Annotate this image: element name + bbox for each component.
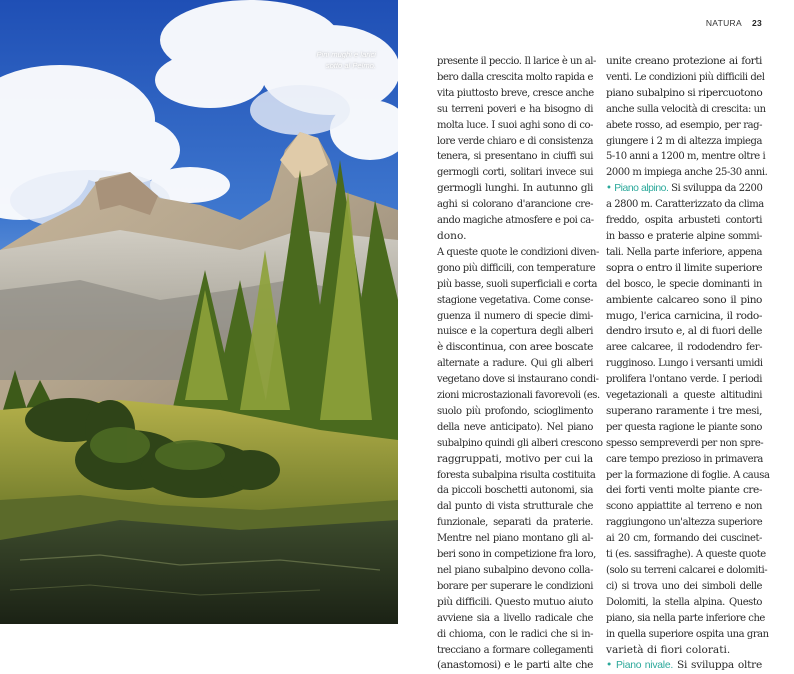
body-line: germogli lunghi. In autunno gli xyxy=(437,182,593,195)
text-column-left xyxy=(437,54,603,674)
body-line: venti. Le condizioni più difficili del xyxy=(606,71,765,83)
body-line: sopra o entro il limite superiore xyxy=(606,261,763,274)
body-line: scono appiattite al terreno e non xyxy=(606,501,762,513)
body-line: Dolomiti, la stella alpina. Questo xyxy=(606,596,762,608)
body-line: presente il peccio. Il larice è un al- xyxy=(437,56,596,67)
body-line: più basse, suoli superficiali e corta xyxy=(437,278,598,290)
body-line: Mentre nel piano montano gli al- xyxy=(437,533,593,545)
body-line: raggiungono un'altezza superiore xyxy=(606,517,763,529)
body-line: bero dalla crescita molto rapida e xyxy=(437,71,594,83)
body-line: nel piano subalpino devono colla- xyxy=(437,565,593,576)
body-line: piano subalpino si ripercuotono xyxy=(606,86,763,99)
body-line: superano raramente i tre mesi, xyxy=(606,404,762,417)
body-line: spesso sempreverdi per non spre- xyxy=(606,437,764,449)
body-line: su terreni poveri e ha bisogno di xyxy=(437,103,593,115)
body-line: ti (es. sassifraghe). A queste quote xyxy=(606,549,766,561)
body-line: più difficili. Questo mutuo aiuto xyxy=(437,595,593,608)
body-line: tenera, si presentano in ciuffi sui xyxy=(437,151,593,163)
mountain-photo xyxy=(0,0,398,624)
term-piano-nivale: Piano nivale. xyxy=(615,660,674,672)
body-line: lore verde chiaro e di consistenza xyxy=(437,135,593,147)
bullet-icon: • xyxy=(606,183,612,195)
body-line: (solo su terreni calcarei e dolomiti- xyxy=(606,565,768,576)
body-line: giungere i 2 m di altezza impiega xyxy=(606,135,762,147)
body-line: raggruppati, motivo per cui la xyxy=(437,452,593,465)
body-line: 2000 m impiega anche 25-30 anni. xyxy=(606,167,768,179)
body-line: della neve anticipato). Nel piano xyxy=(437,421,593,433)
body-line: a 2800 m. Caratterizzato da clima xyxy=(606,199,764,211)
body-line: da piccoli boschetti autonomi, sia xyxy=(437,485,593,497)
body-line: vegetano dove si instaurano condi- xyxy=(437,374,599,386)
body-line: zioni microstazionali favorevoli (es. xyxy=(437,390,600,402)
body-line: aree calcaree, il rododendro fer- xyxy=(606,342,762,354)
running-header xyxy=(706,18,762,28)
body-line: in basso e praterie alpine sommi- xyxy=(606,230,762,242)
body-line: freddo, ospita arbusteti contorti xyxy=(606,215,762,227)
body-line: gono più difficili, con temperature xyxy=(437,262,596,274)
body-line: subalpino quindi gli alberi crescono xyxy=(437,437,603,449)
body-line: trecciano a formare collegamenti xyxy=(437,644,593,656)
body-line: varietà di fiori colorati. xyxy=(606,643,731,656)
body-line: per la formazione di foglie. A causa xyxy=(606,469,770,481)
body-line: mugo, l'erica carnicina, il rodo- xyxy=(606,309,762,322)
body-text: Si sviluppa da 2200 xyxy=(668,183,763,195)
body-line: è discontinua, con aree boscate xyxy=(437,341,593,354)
body-line: del bosco, le specie dominanti in xyxy=(606,278,762,290)
body-line: ci) si trova uno dei simboli delle xyxy=(606,580,762,592)
body-line: alternate a radure. Qui gli alberi xyxy=(437,358,593,370)
body-line: vita piuttosto breve, cresce anche xyxy=(437,87,594,99)
term-piano-alpino: Piano alpino. xyxy=(614,183,669,195)
body-line: ai 20 cm, formando dei cuscinet- xyxy=(606,533,762,545)
caption-line: sotto al Pelmo. xyxy=(325,61,376,70)
section-title: NATURA xyxy=(705,18,742,28)
mountain-photo-illustration xyxy=(0,0,398,624)
body-line: ando magiche atmosfere e poi ca- xyxy=(437,215,594,227)
body-line: molta luce. I suoi aghi sono di co- xyxy=(437,119,593,131)
body-line: in quella superiore ospita una gran xyxy=(606,628,769,640)
body-line: stagione vegetativa. Come conse- xyxy=(437,294,593,306)
body-line: rugginoso. Lungo i versanti umidi xyxy=(606,358,763,370)
body-line xyxy=(606,658,762,674)
page-number: 23 xyxy=(751,18,762,28)
body-line: guenza il numero di specie dimi- xyxy=(437,310,593,322)
body-line: funzionale, separati da praterie. xyxy=(437,517,593,529)
body-line: prolifera l'ontano verde. I periodi xyxy=(606,374,762,386)
body-line: suolo più profondo, scioglimento xyxy=(437,405,593,417)
body-line: 5-10 anni a 1200 m, mentre oltre i xyxy=(606,151,766,163)
body-line: unite creano protezione ai forti xyxy=(606,55,762,67)
body-line: ambiente calcareo sono il pino xyxy=(606,293,762,306)
body-text: Si sviluppa oltre xyxy=(673,659,763,672)
body-line: foresta subalpina risulta costituita xyxy=(437,469,596,481)
body-line: per questa ragione le piante sono xyxy=(606,421,762,433)
body-line: piano, sia nella parte inferiore che xyxy=(606,612,765,624)
body-line: vegetazionali a queste altitudini xyxy=(606,390,762,402)
body-line: dendro irsuto e, al di fuori delle xyxy=(606,325,762,338)
body-line: avviene sia a livello radicale che xyxy=(437,612,593,624)
body-line: nuisce e la copertura degli alberi xyxy=(437,326,593,338)
body-line: abete rosso, ad esempio, per rag- xyxy=(606,119,762,131)
body-line: care tempo prezioso in primavera xyxy=(606,453,763,465)
photo-caption xyxy=(286,49,376,71)
body-line: borare per superare le condizioni xyxy=(437,580,593,592)
body-line: A queste quote le condizioni diven- xyxy=(437,246,599,258)
body-line xyxy=(606,181,762,197)
bullet-icon: • xyxy=(606,659,612,672)
body-line: beri sono in competizione fra loro, xyxy=(437,549,596,561)
body-line: anche sulla velocità di crescita: un xyxy=(606,103,766,115)
body-line: dei forti venti molte piante cre- xyxy=(606,484,762,497)
body-line: dono. xyxy=(437,229,467,242)
body-line: (anastomosi) e le parti alte che xyxy=(437,659,593,672)
text-column-right xyxy=(606,54,770,674)
body-line: tali. Nella parte inferiore, appena xyxy=(606,246,762,258)
body-line: di chioma, con le radici che si in- xyxy=(437,628,593,640)
body-line: aghi si colorano d'arancione cre- xyxy=(437,199,593,211)
caption-line: Pini mughi e larici xyxy=(316,50,376,59)
body-line: germogli corti, solitari invece sui xyxy=(437,167,593,179)
body-line: dal punto di vista strutturale che xyxy=(437,501,593,513)
